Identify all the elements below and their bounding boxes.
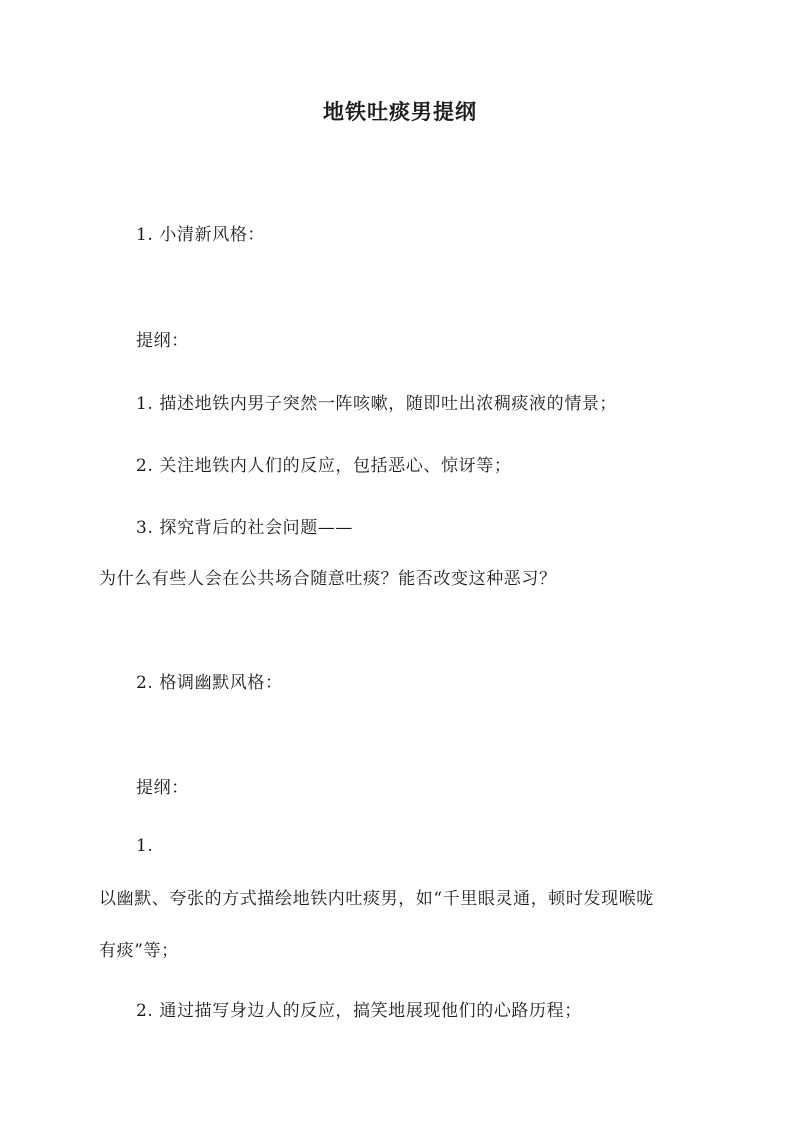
outline-label: 提纲： [136,778,189,798]
outline-label: 提纲： [136,331,189,351]
outline-item: 2. 通过描写身边人的反应，搞笑地展现他们的心路历程； [136,1001,582,1021]
section-heading-humor-style: 2. 格调幽默风格： [136,673,283,693]
outline-item-continuation: 以幽默、夸张的方式描绘地铁内吐痰男，如“千里眼灵通，顿时发现喉咙 [99,889,654,909]
outline-item-continuation: 有痰”等； [99,941,179,961]
outline-item-number: 1. [136,836,154,856]
outline-item-continuation: 为什么有些人会在公共场合随意吐痰？能否改变这种恶习？ [99,569,557,589]
outline-item: 2. 关注地铁内人们的反应，包括恶心、惊讶等； [136,456,512,476]
outline-item: 3. 探究背后的社会问题—— [136,518,354,538]
outline-item: 1. 描述地铁内男子突然一阵咳嗽，随即吐出浓稠痰液的情景； [136,394,618,414]
section-heading-fresh-style: 1. 小清新风格： [136,225,266,245]
document-title: 地铁吐痰男提纲 [323,99,477,124]
